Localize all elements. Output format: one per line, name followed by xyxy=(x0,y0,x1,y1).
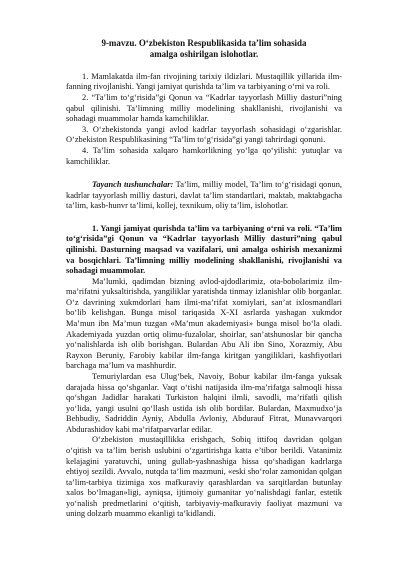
plan-item-1: 1. Mamlakatda ilm-fan rivojining tarixiy ildizlari. Mustaqillik yillarida ilm-fanning rivojlanishi. Yangi jamiyat qurishda ta’lim va tarbiyaning o‘rni va roli. xyxy=(66,71,342,92)
section-heading: 1. Yangi jamiyat qurishda ta’lim va tarbiyaning o‘rni va roli. “Ta’lim to‘g‘risida”gi Qonun va “Kadrlar tayyorlash Milliy dasturi”ning qabul qilinishi. Dasturning maqsad va vazifalari, uni amalga oshirish mexanizmi va bosqichlari. Ta’limning milliy modelining shakllanishi, rivojlanishi va sohadagi muammolar. xyxy=(66,223,342,276)
document-page xyxy=(66,38,342,520)
body-paragraph-1: Ma’lumki, qadimdan bizning avlod-ajdodlarimiz, ota-bobolarimiz ilm-ma’rifatni yuksaltirishda, yangiliklar yaratishda tinmay izlanishlar olib borganlar. O‘z davrining xukmdorlari ham ilmi-ma’rifat xomiylari, san’at ixlosmandlari bo‘lib kelishgan. Bunga misol tariqasida X-XI asrlarda yashagan xukmdor Ma’mun ibn Ma’mun tuzgan «Ma’mun akademiyasi» bunga misol bo‘la oladi. Akademiyada yuzdan ortiq olimu-fuzalolar, shoirlar, san’atshunoslar bir qancha yo‘nalishlarda ish olib borishgan. Bulardan Abu Ali ibn Sino, Xorazmiy, Abu Rayxon Beruniy, Farobiy kabilar ilm-fanga kiritgan yangiliklari, kashfiyotlari barchaga ma’lum va mashhurdir. xyxy=(66,276,342,371)
page-title-line-1: 9-mavzu. O‘zbekiston Respublikasida ta’lim sohasida xyxy=(101,38,307,48)
body-paragraph-2: Temuriylardan esa Ulug‘bek, Navoiy, Bobur kabilar ilm-fanga yuksak darajada hissa qo‘shganlar. Vaqt o‘tishi natijasida ilm-ma’rifatga salmoqli hissa qo‘shgan Jadidlar harakati Turkiston halqini ilmli, savodli, ma’rifatli qilish yo‘lida, yangi usulni qo‘llash ustida ish olib bordilar. Bulardan, Maxmudxo‘ja Behbudiy, Sadriddin Ayniy, Abdulla Avloniy, Abdurauf Fitrat, Munavvarqori Abdurashidov kabi ma’rifatparvarlar edilar. xyxy=(66,371,342,434)
key-terms xyxy=(66,180,342,212)
plan-item-4: 4. Ta’lim sohasida xalqaro hamkorlikning yo‘lga qo‘yilishi: yutuqlar va kamchiliklar. xyxy=(66,145,342,166)
body-paragraph-3: O‘zbekiston mustaqillikka erishgach, Sobiq ittifoq davridan qolgan o‘qitish va ta’lim berish uslubini o‘zgartirishga katta e’tibor berildi. Vatanimiz kelajagini yaratuvchi, uning gullab-yashnashiga hissa qo‘shadigan kadrlarga ehtiyoj sezildi. Avvalo, nutqda ta’lim mazmuni, «eski sho‘rolar zamonidan qolgan ta’lim-tarbiya tizimiga xos mafkuraviy qarashlardan va sarqitlardan butunlay xalos bo‘lmagan»ligi, ayniqsa, ijtimoiy gumanitar yo‘nalishdagi fanlar, estetik yo‘nalish predmetlarini o‘qitish, tarbiyaviy-mafkuraviy faoliyat mazmuni va uning dolzarb muammo ekanligi ta’kidlandi. xyxy=(66,435,342,519)
key-terms-text: Ta’lim, milliy model, Ta’lim to‘g‘risidagi qonun, kadrlar tayyorlash milliy dasturi, davlat ta’lim standartlari, maktab, maktabgacha ta’lim, kasb-hunvr ta’limi, kollej, texnikum, oliy ta’lim, islohotlar. xyxy=(66,180,342,211)
topic-plan-list xyxy=(66,72,342,167)
plan-item-3: 3. O‘zbekistonda yangi avlod kadrlar tayyorlash sohasidagi o‘zgarishlar. O‘zbekiston Respublikasining “Ta’lim to‘g‘risida”gi yangi tahrirdagi qonuni. xyxy=(66,124,342,145)
page-title-line-2: amalga oshirilgan islohotlar. xyxy=(149,48,259,59)
key-terms-label: Tayanch tushunchalar: xyxy=(92,180,174,190)
plan-item-2: 2. “Ta’lim to‘g‘risida”gi Qonun va “Kadrlar tayyorlash Milliy dasturi”ning qabul qilinishi. Ta’limning milliy modelining shakllanishi, rivojlanishi va sohadagi muammolar hamda kamchiliklar. xyxy=(66,93,342,124)
page-title xyxy=(66,38,342,60)
